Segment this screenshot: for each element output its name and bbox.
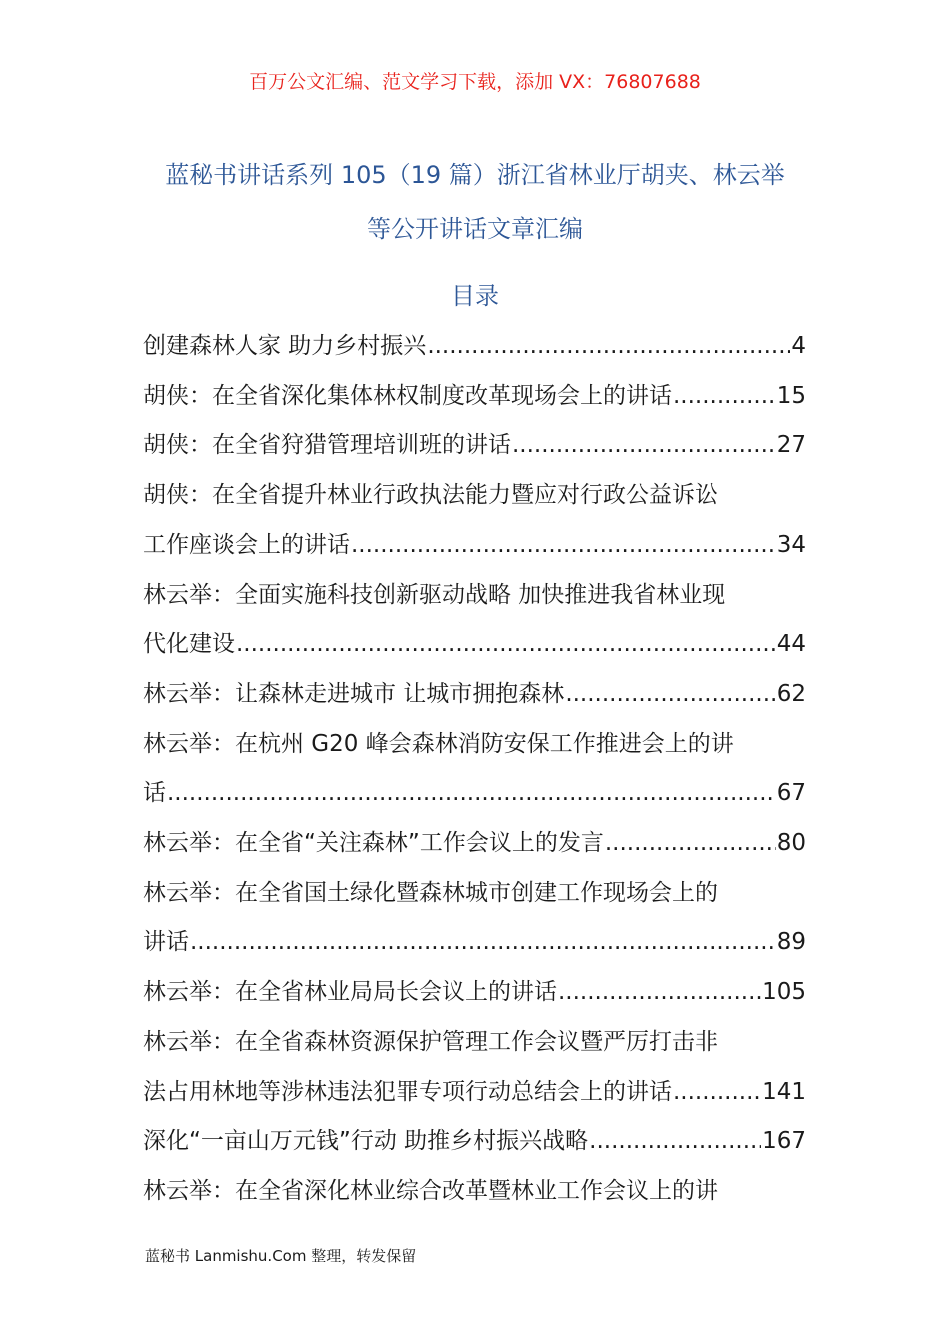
toc-page-number: 27 xyxy=(776,432,806,459)
toc-leader-dots xyxy=(512,421,776,471)
title-line-2: 等公开讲话文章汇编 xyxy=(367,215,583,243)
toc-entry-line xyxy=(143,521,806,571)
toc-heading: 目录 xyxy=(451,282,499,310)
toc-entry[interactable] xyxy=(143,1117,806,1167)
toc-page-number: 80 xyxy=(776,830,806,857)
toc-entry[interactable] xyxy=(143,421,806,471)
toc-entry[interactable] xyxy=(143,869,806,968)
toc-entry-title: 林云举：在全省林业局局长会议上的讲话 xyxy=(143,979,557,1006)
toc-leader-dots xyxy=(565,670,775,720)
toc-entry-title: 胡侠：在全省狩猎管理培训班的讲话 xyxy=(143,432,511,459)
toc-entry-line: 林云举：全面实施科技创新驱动战略 加快推进我省林业现 xyxy=(143,581,726,608)
title-line-1: 蓝秘书讲话系列 105（19 篇）浙江省林业厅胡夹、林云举 xyxy=(165,161,785,189)
toc-entry-line xyxy=(143,670,806,720)
footer-credit: 蓝秘书 Lanmishu.Com 整理，转发保留 xyxy=(145,1247,417,1265)
toc-page-number: 4 xyxy=(791,333,806,359)
toc-leader-dots xyxy=(673,372,776,422)
toc-entry-line xyxy=(143,1167,806,1217)
toc-entry-title: 代化建设 xyxy=(143,631,235,658)
toc-entry-title: 讲话 xyxy=(143,929,189,956)
toc-entry[interactable] xyxy=(143,1167,806,1217)
toc-entry-line xyxy=(143,819,806,869)
toc-entry[interactable] xyxy=(143,670,806,720)
toc-entry[interactable] xyxy=(143,720,806,819)
toc-entry-line xyxy=(143,918,806,968)
toc-entry[interactable] xyxy=(143,968,806,1018)
toc-page-number: 141 xyxy=(762,1078,806,1105)
toc-entry[interactable] xyxy=(143,571,806,670)
toc-entry-line: 林云举：在全省国土绿化暨森林城市创建工作现场会上的 xyxy=(143,879,718,906)
toc-leader-dots xyxy=(558,968,761,1018)
toc-entry-title: 林云举：让森林走进城市 让城市拥抱森林 xyxy=(143,680,565,707)
toc-entry-title: 林云举：在全省“关注森林”工作会议上的发言 xyxy=(143,830,604,857)
toc-entry-title: 林云举：在全省深化林业综合改革暨林业工作会议上的讲 xyxy=(143,1177,718,1204)
toc-entry-title: 话 xyxy=(143,780,166,807)
toc-entry-title: 法占用林地等涉林违法犯罪专项行动总结会上的讲话 xyxy=(143,1078,672,1105)
toc-leader-dots xyxy=(351,521,776,571)
toc-page-number: 67 xyxy=(776,780,806,807)
toc-entry-line xyxy=(143,620,806,670)
table-of-contents xyxy=(143,322,806,1217)
toc-entry[interactable] xyxy=(143,322,806,372)
toc-leader-dots xyxy=(589,1117,761,1167)
toc-leader-dots xyxy=(167,769,776,819)
toc-entry-title: 胡侠：在全省深化集体林权制度改革现场会上的讲话 xyxy=(143,382,672,409)
toc-leader-dots xyxy=(673,1068,761,1118)
toc-leader-dots xyxy=(236,620,776,670)
toc-page-number: 89 xyxy=(776,929,806,956)
toc-page-number: 15 xyxy=(776,382,806,409)
toc-page-number: 62 xyxy=(776,680,806,707)
toc-entry-line xyxy=(143,421,806,471)
toc-entry-line xyxy=(143,1117,806,1167)
toc-entry-line: 林云举：在杭州 G20 峰会森林消防安保工作推进会上的讲 xyxy=(143,730,734,757)
toc-entry-line: 胡侠：在全省提升林业行政执法能力暨应对行政公益诉讼 xyxy=(143,482,718,509)
toc-entry[interactable] xyxy=(143,471,806,570)
toc-entry-line xyxy=(143,372,806,422)
toc-page-number: 34 xyxy=(776,531,806,558)
toc-entry-line xyxy=(143,968,806,1018)
document-title xyxy=(100,148,850,256)
toc-entry-line: 林云举：在全省森林资源保护管理工作会议暨严厉打击非 xyxy=(143,1028,718,1055)
toc-entry-line xyxy=(143,1068,806,1118)
toc-leader-dots xyxy=(190,918,776,968)
promo-banner: 百万公文汇编、范文学习下载，添加 VX：76807688 xyxy=(249,71,701,93)
toc-entry-title: 创建森林人家 助力乡村振兴 xyxy=(143,333,427,359)
toc-leader-dots xyxy=(427,322,790,372)
toc-entry-title: 工作座谈会上的讲话 xyxy=(143,531,350,558)
toc-leader-dots xyxy=(605,819,776,869)
toc-entry-title: 深化“一亩山万元钱”行动 助推乡村振兴战略 xyxy=(143,1128,589,1155)
toc-page-number: 105 xyxy=(762,979,806,1006)
toc-entry[interactable] xyxy=(143,372,806,422)
toc-entry[interactable] xyxy=(143,819,806,869)
toc-page-number: 44 xyxy=(776,631,806,658)
toc-page-number: 167 xyxy=(762,1128,806,1155)
toc-entry-line xyxy=(143,769,806,819)
toc-entry-line xyxy=(143,322,806,372)
toc-entry[interactable] xyxy=(143,1018,806,1117)
